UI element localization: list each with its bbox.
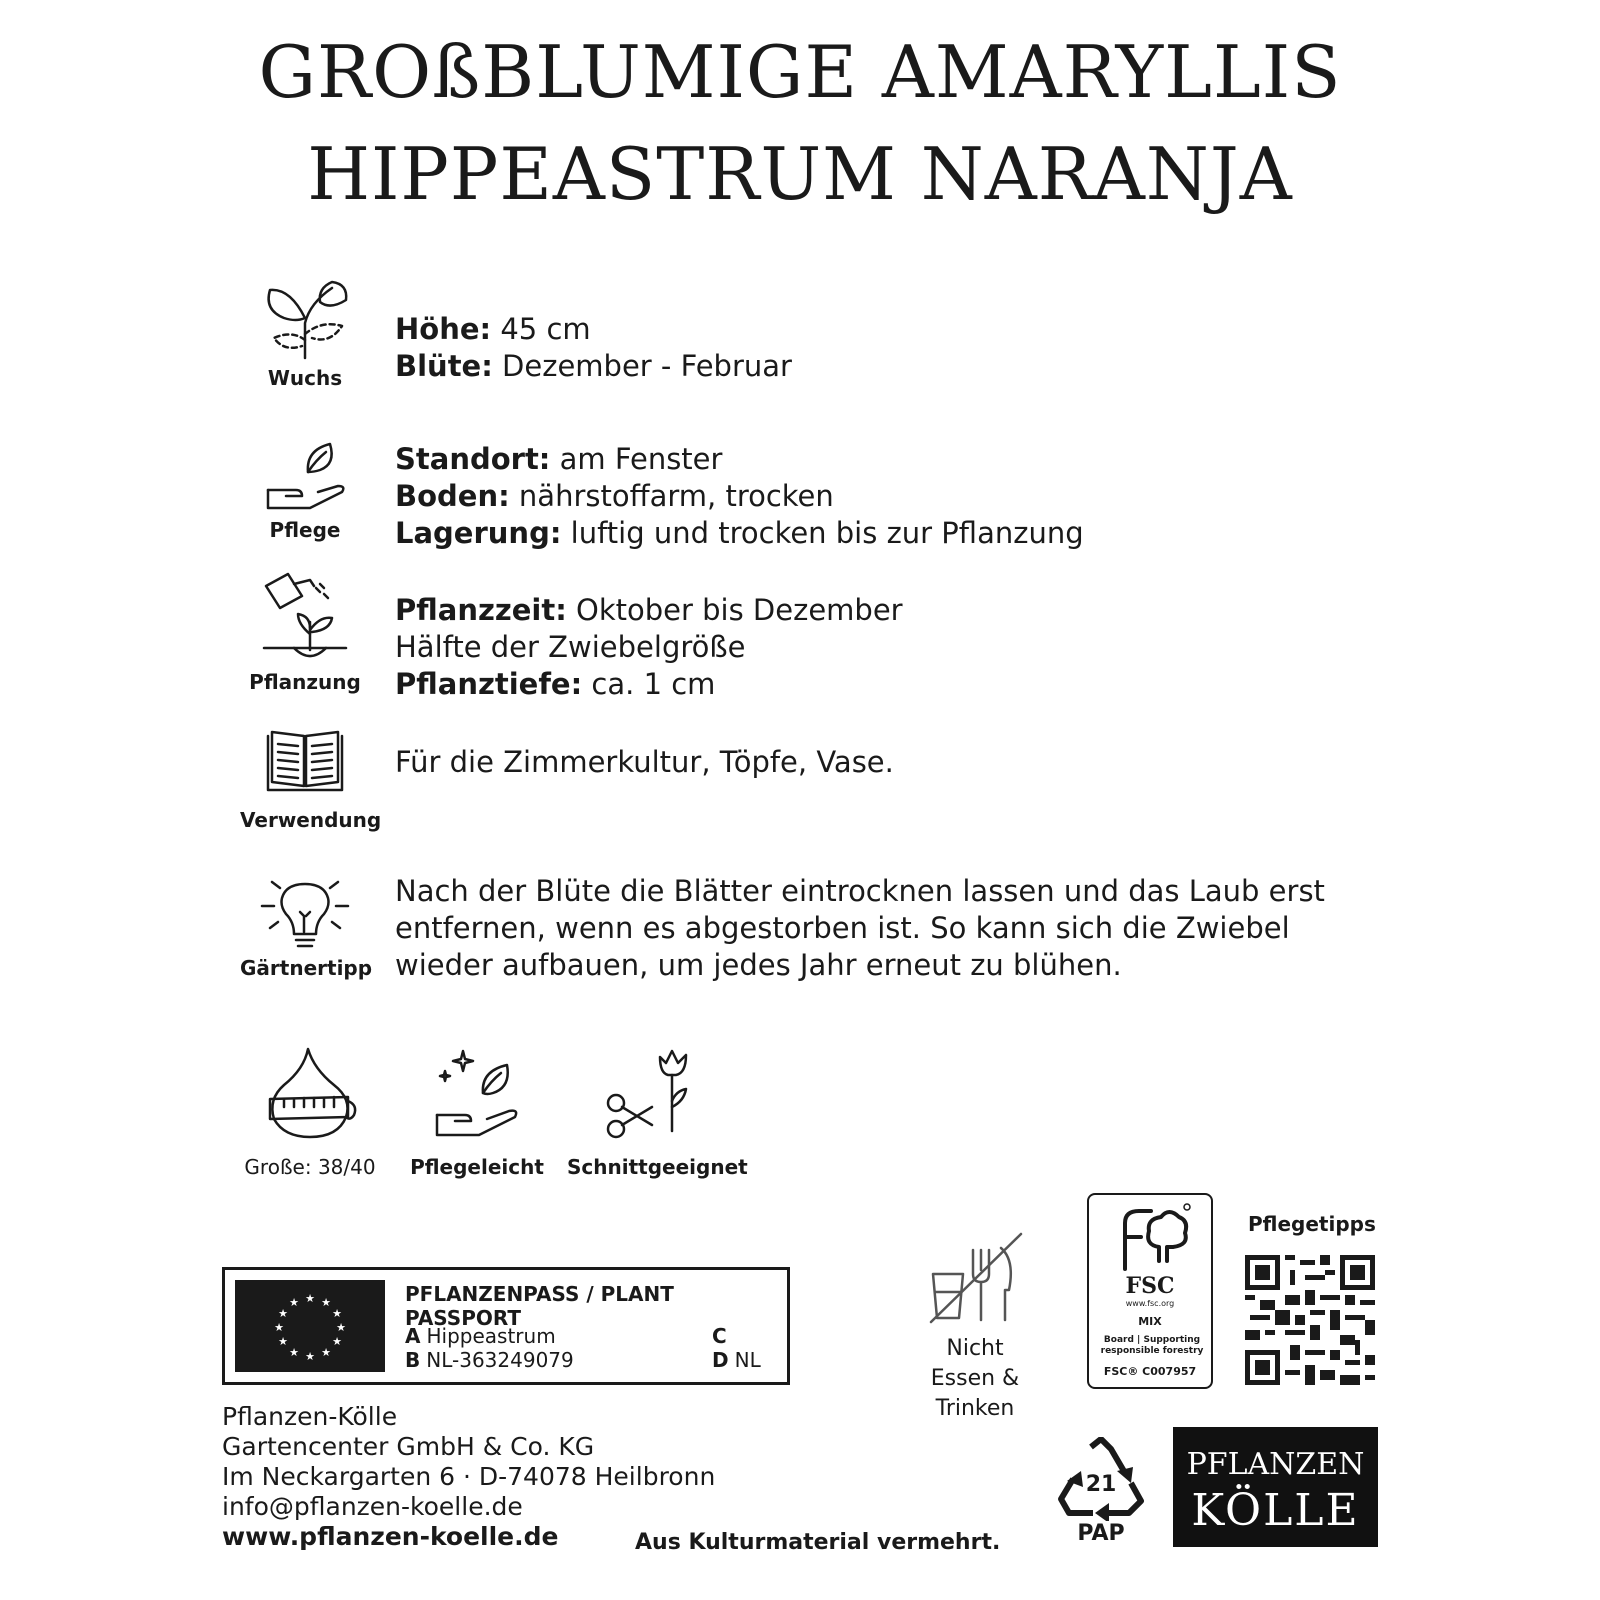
feature-size-caption: Große: 38/40 — [244, 1155, 376, 1179]
soil-value: nährstoffarm, trocken — [509, 479, 834, 513]
propagation-note: Aus Kulturmaterial vermehrt. — [635, 1530, 1001, 1555]
planting-time-row — [395, 592, 903, 629]
wuchs-info — [395, 311, 792, 385]
height-value: 45 cm — [491, 312, 591, 346]
plant-passport — [222, 1267, 790, 1385]
not-food-symbol — [890, 1230, 1060, 1424]
svg-text:★: ★ — [274, 1321, 284, 1334]
svg-text:★: ★ — [278, 1307, 288, 1320]
svg-text:★: ★ — [289, 1346, 299, 1359]
pflege-caption: Pflege — [269, 518, 341, 542]
passport-title: PFLANZENPASS / PLANT PASSPORT — [405, 1282, 674, 1330]
svg-text:★: ★ — [278, 1335, 288, 1348]
pflanzen-koelle-logo — [1173, 1427, 1378, 1547]
svg-text:★: ★ — [321, 1346, 331, 1359]
qr-label: Pflegetipps — [1248, 1212, 1376, 1236]
bloom-value: Dezember - Februar — [492, 349, 792, 383]
wuchs-section-icon — [240, 278, 370, 390]
logo-line-2: KÖLLE — [1191, 1485, 1360, 1536]
hand-leaf-icon — [260, 440, 350, 512]
planting-depth-value: ca. 1 cm — [582, 667, 716, 701]
plant-growth-icon — [260, 278, 350, 360]
passport-row-c — [712, 1324, 733, 1348]
tip-line-3: wieder aufbauen, um jedes Jahr erneut zu blühen. — [395, 948, 1122, 982]
gaertnertipp-section-icon — [240, 876, 373, 980]
location-label: Standort: — [395, 442, 551, 476]
svg-text:★: ★ — [332, 1307, 342, 1320]
passport-key-a: A — [405, 1324, 421, 1348]
feature-cut-suitable — [567, 1045, 748, 1179]
tip-line-2: entfernen, wenn es abgestorben ist. So kann sich die Zwiebel — [395, 911, 1290, 945]
location-value: am Fenster — [550, 442, 723, 476]
fsc-mix: MIX — [1138, 1315, 1162, 1328]
lightbulb-icon — [260, 876, 350, 950]
fsc-code: FSC® C007957 — [1103, 1365, 1197, 1378]
website-link[interactable]: www.pflanzen-koelle.de — [222, 1522, 559, 1551]
passport-row-a — [405, 1324, 556, 1348]
soil-row — [395, 478, 1084, 515]
scissors-tulip-icon — [602, 1045, 702, 1141]
planting-note: Hälfte der Zwiebelgröße — [395, 630, 746, 664]
pflanzung-caption: Pflanzung — [249, 670, 361, 694]
title-line-2: HIPPEASTRUM NARANJA — [307, 132, 1293, 216]
planting-depth-row — [395, 666, 903, 703]
open-book-icon — [264, 730, 346, 794]
watering-can-icon — [258, 572, 352, 664]
planting-time-value: Oktober bis Dezember — [566, 593, 903, 627]
fsc-tree-icon — [1111, 1201, 1191, 1275]
qr-code[interactable] — [1245, 1255, 1375, 1385]
passport-key-b: B — [405, 1348, 421, 1372]
qr-code-icon — [1245, 1255, 1375, 1385]
recycle-label: PAP — [1077, 1521, 1125, 1546]
wuchs-caption: Wuchs — [267, 366, 343, 390]
storage-value: luftig und trocken bis zur Pflanzung — [561, 516, 1084, 550]
passport-value-d: NL — [734, 1348, 761, 1372]
feature-size — [225, 1045, 395, 1179]
passport-value-a: Hippeastrum — [426, 1324, 556, 1348]
no-eat-line-2: Essen & Trinken — [930, 1366, 1020, 1421]
hand-sparkle-leaf-icon — [427, 1045, 527, 1141]
feature-easy-care — [392, 1045, 562, 1179]
feature-easy-care-caption: Pflegeleicht — [410, 1155, 544, 1179]
gaertnertipp-text — [395, 873, 1325, 984]
height-label: Höhe: — [395, 312, 492, 346]
passport-value-b: NL-363249079 — [426, 1348, 574, 1372]
pflanzung-info — [395, 592, 903, 703]
no-eat-drink-icon — [925, 1230, 1025, 1324]
pflege-section-icon — [240, 440, 370, 542]
address-line-1: Pflanzen-Kölle — [222, 1402, 398, 1431]
title-line-1: GROßBLUMIGE AMARYLLIS — [258, 30, 1342, 114]
location-row — [395, 441, 1084, 478]
tip-line-1: Nach der Blüte die Blätter eintrocknen lassen und das Laub erst — [395, 874, 1325, 908]
passport-row-d — [712, 1348, 761, 1372]
bulb-measure-icon — [260, 1045, 360, 1141]
fsc-url: www.fsc.org — [1125, 1299, 1175, 1308]
passport-row-b — [405, 1348, 574, 1372]
verwendung-section-icon — [240, 730, 382, 832]
feature-cut-suitable-caption: Schnittgeeignet — [567, 1155, 748, 1179]
passport-key-d: D — [712, 1348, 729, 1372]
verwendung-caption: Verwendung — [240, 808, 382, 832]
height-row — [395, 311, 792, 348]
passport-key-c: C — [712, 1324, 727, 1348]
recycle-triangle-icon — [1055, 1437, 1147, 1521]
logo-line-1: PFLANZEN — [1186, 1447, 1365, 1482]
svg-text:★: ★ — [336, 1321, 346, 1334]
planting-time-label: Pflanzzeit: — [395, 593, 567, 627]
pflege-info — [395, 441, 1084, 552]
bloom-row — [395, 348, 792, 385]
svg-text:★: ★ — [332, 1335, 342, 1348]
address-line-3: Im Neckargarten 6 · D-74078 Heilbronn — [222, 1462, 716, 1491]
storage-row — [395, 515, 1084, 552]
address-line-2: Gartencenter GmbH & Co. KG — [222, 1432, 595, 1461]
planting-depth-label: Pflanztiefe: — [395, 667, 583, 701]
svg-text:★: ★ — [321, 1296, 331, 1309]
eu-flag — [235, 1280, 385, 1372]
email-link[interactable]: info@pflanzen-koelle.de — [222, 1492, 523, 1521]
no-eat-line-1: Nicht — [946, 1336, 1004, 1361]
fsc-description: Board | Supporting responsible forestry — [1100, 1335, 1204, 1356]
recycling-symbol — [1055, 1437, 1147, 1546]
gaertnertipp-caption: Gärtnertipp — [240, 956, 373, 980]
eu-stars-icon — [235, 1280, 385, 1372]
verwendung-text: Für die Zimmerkultur, Töpfe, Vase. — [395, 745, 894, 779]
svg-text:★: ★ — [305, 1292, 315, 1305]
soil-label: Boden: — [395, 479, 510, 513]
fsc-label — [1087, 1193, 1213, 1389]
svg-text:★: ★ — [305, 1350, 315, 1363]
storage-label: Lagerung: — [395, 516, 562, 550]
recycle-number: 21 — [1085, 1472, 1117, 1497]
pflanzung-section-icon — [240, 572, 370, 694]
fsc-name: FSC — [1125, 1273, 1175, 1299]
svg-text:★: ★ — [289, 1296, 299, 1309]
bloom-label: Blüte: — [395, 349, 493, 383]
